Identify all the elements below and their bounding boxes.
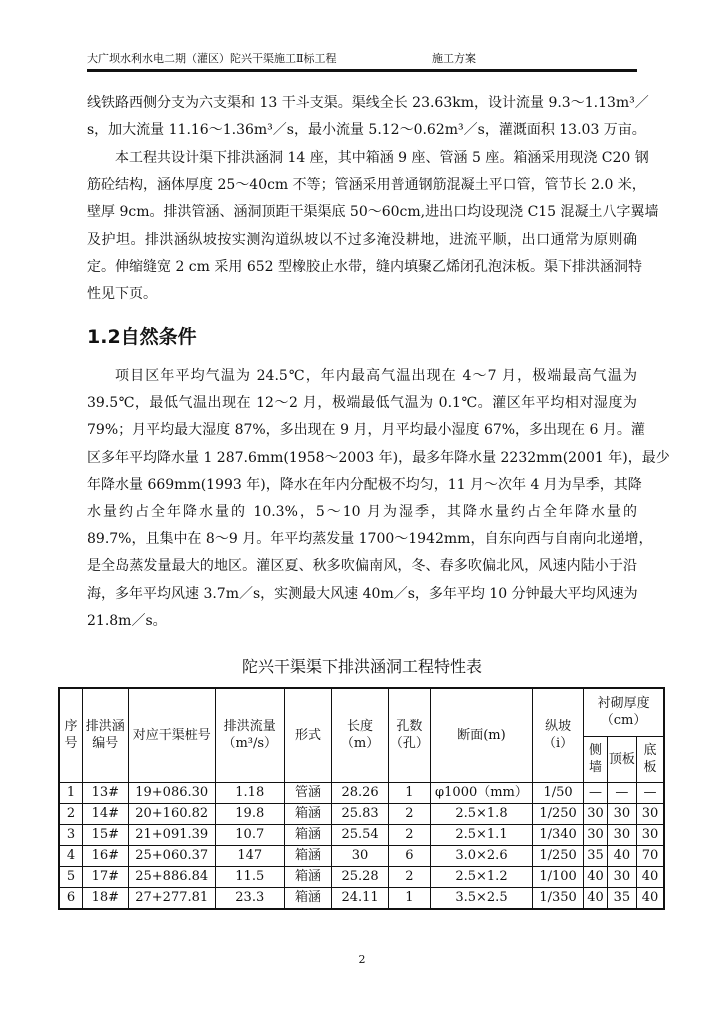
table-cell: 1 bbox=[388, 887, 430, 909]
col-header-lining: 衬砌厚度（cm） bbox=[584, 688, 664, 736]
page-header bbox=[87, 48, 637, 70]
table-cell: 1/350 bbox=[533, 887, 584, 909]
text-line: 21.8m／s。 bbox=[87, 612, 167, 629]
text-line: 区多年平均降水量 1 287.6mm(1958～2003 年)，最多年降水量 2232mm(2001 年)，最少 bbox=[87, 449, 670, 466]
table-row bbox=[59, 845, 664, 866]
table-cell: 21+091.39 bbox=[128, 824, 215, 845]
table-cell: 3.5×2.5 bbox=[430, 887, 532, 909]
table-title: 陀兴干渠渠下排洪涵洞工程特性表 bbox=[241, 657, 482, 676]
table-cell: 箱涵 bbox=[284, 824, 331, 845]
col-header-flow: 排洪流量（m³/s） bbox=[215, 688, 284, 782]
table-cell: 箱涵 bbox=[284, 845, 331, 866]
col-header-section: 断面(m) bbox=[430, 688, 532, 782]
table-cell: 40 bbox=[584, 866, 608, 887]
table-cell: 40 bbox=[637, 866, 664, 887]
table-cell: 30 bbox=[607, 803, 636, 824]
table-cell: 25.28 bbox=[332, 866, 389, 887]
text-line: 筋砼结构，涵体厚度 25～40cm 不等；管涵采用普通钢筋混凝土平口管，管节长 2.0 米， bbox=[87, 177, 646, 194]
col-header-bottom-slab: 底板 bbox=[637, 736, 664, 782]
table-cell: 1 bbox=[388, 782, 430, 803]
table-cell: 28.26 bbox=[332, 782, 389, 803]
text-line: 线铁路西侧分支为六支渠和 13 干斗支渠。渠线全长 23.63km，设计流量 9.3～1.13m³／ bbox=[87, 95, 649, 111]
table-cell: — bbox=[584, 782, 608, 803]
table-cell: 3.0×2.6 bbox=[430, 845, 532, 866]
col-header-no: 序号 bbox=[59, 688, 82, 782]
text-line: 本工程共设计渠下排洪涵洞 14 座，其中箱涵 9 座、管涵 5 座。箱涵采用现浇 C20 钢 bbox=[115, 150, 649, 166]
table-cell: 19+086.30 bbox=[128, 782, 215, 803]
table-cell: 24.11 bbox=[332, 887, 389, 909]
table-cell: 16# bbox=[82, 845, 128, 866]
table-cell: 2.5×1.2 bbox=[430, 866, 532, 887]
table-cell: 35 bbox=[607, 887, 636, 909]
text-line: 及护坦。排洪涵纵坡按实测沟道纵坡以不过多淹没耕地，进流平顺，出口通常为原则确 bbox=[87, 231, 637, 248]
table-cell: 1/250 bbox=[533, 803, 584, 824]
header-rule bbox=[87, 69, 637, 72]
table-cell: 30 bbox=[584, 824, 608, 845]
table-cell: 箱涵 bbox=[284, 803, 331, 824]
table-cell: 2 bbox=[388, 803, 430, 824]
table-cell: — bbox=[637, 782, 664, 803]
col-header-length: 长度（m） bbox=[332, 688, 389, 782]
table-cell: 40 bbox=[637, 887, 664, 909]
culvert-characteristics-table bbox=[58, 687, 665, 910]
table-cell: 30 bbox=[607, 824, 636, 845]
table-cell: 25.83 bbox=[332, 803, 389, 824]
table-cell: 11.5 bbox=[215, 866, 284, 887]
text-line: s，加大流量 11.16～1.36m³／s，最小流量 5.12～0.62m³／s，灌溉面积 13.03 万亩。 bbox=[87, 122, 646, 139]
table-cell: 1.18 bbox=[215, 782, 284, 803]
table-cell: 17# bbox=[82, 866, 128, 887]
table-cell: 10.7 bbox=[215, 824, 284, 845]
table-cell: 30 bbox=[637, 803, 664, 824]
col-header-code: 排洪涵编号 bbox=[82, 688, 128, 782]
table-cell: 管涵 bbox=[284, 782, 331, 803]
text-line: 水量约占全年降水量的 10.3%，5～10 月为湿季，其降水量约占全年降水量的 bbox=[87, 504, 637, 520]
table-cell: 3 bbox=[59, 824, 82, 845]
table-cell: 40 bbox=[607, 845, 636, 866]
table-cell: 20+160.82 bbox=[128, 803, 215, 824]
text-line: 定。伸缩缝宽 2 cm 采用 652 型橡胶止水带，缝内填聚乙烯闭孔泡沫板。渠下排洪涵洞特 bbox=[87, 258, 642, 275]
col-header-slope: 纵坡（i） bbox=[533, 688, 584, 782]
table-cell: 6 bbox=[388, 845, 430, 866]
table-cell: 1/50 bbox=[533, 782, 584, 803]
text-line: 是全岛蒸发量最大的地区。灌区夏、秋多吹偏南风，冬、春多吹偏北风，风速内陆小于沿 bbox=[87, 558, 637, 575]
table-cell: 2 bbox=[388, 866, 430, 887]
table-row bbox=[59, 824, 664, 845]
table-cell: 23.3 bbox=[215, 887, 284, 909]
table-cell: 25+886.84 bbox=[128, 866, 215, 887]
page-number: 2 bbox=[358, 953, 366, 966]
section-heading: 1.2自然条件 bbox=[87, 326, 197, 348]
table-cell: 25.54 bbox=[332, 824, 389, 845]
table-cell: 4 bbox=[59, 845, 82, 866]
header-doc-type: 施工方案 bbox=[432, 52, 476, 65]
table-cell: 1/340 bbox=[533, 824, 584, 845]
table-cell: 147 bbox=[215, 845, 284, 866]
text-line: 年降水量 669mm(1993 年)，降水在年内分配极不均匀，11 月～次年 4 月为旱季，其降 bbox=[87, 476, 642, 493]
text-line: 壁厚 9cm。排洪管涵、涵洞顶距干渠渠底 50～60cm,进出口均设现浇 C15 混凝土八字翼墙 bbox=[87, 204, 659, 221]
table-cell: 5 bbox=[59, 866, 82, 887]
table-row bbox=[59, 887, 664, 909]
table-cell: 30 bbox=[332, 845, 389, 866]
table-cell: 27+277.81 bbox=[128, 887, 215, 909]
table-cell: 1/250 bbox=[533, 845, 584, 866]
table-cell: 30 bbox=[584, 803, 608, 824]
table-cell: 40 bbox=[584, 887, 608, 909]
table-cell: 2.5×1.8 bbox=[430, 803, 532, 824]
text-line: 性见下页。 bbox=[87, 286, 157, 302]
table-cell: 18# bbox=[82, 887, 128, 909]
table-cell: 6 bbox=[59, 887, 82, 909]
table-cell: — bbox=[607, 782, 636, 803]
header-project-title: 大广坝水利水电二期（灌区）陀兴干渠施工Ⅱ标工程 bbox=[87, 52, 337, 65]
table-row bbox=[59, 782, 664, 803]
table-cell: 箱涵 bbox=[284, 887, 331, 909]
table-cell: 25+060.37 bbox=[128, 845, 215, 866]
table-row bbox=[59, 866, 664, 887]
text-line: 海，多年平均风速 3.7m／s，实测最大风速 40m／s，多年平均 10 分钟最大平均风速为 bbox=[87, 585, 638, 602]
table-cell: 1/100 bbox=[533, 866, 584, 887]
table-cell: 70 bbox=[637, 845, 664, 866]
table-cell: 30 bbox=[607, 866, 636, 887]
table-cell: 2 bbox=[388, 824, 430, 845]
table-cell: 箱涵 bbox=[284, 866, 331, 887]
table-cell: φ1000（mm） bbox=[430, 782, 532, 803]
table-cell: 13# bbox=[82, 782, 128, 803]
table-cell: 15# bbox=[82, 824, 128, 845]
col-header-station: 对应干渠桩号 bbox=[128, 688, 215, 782]
table-cell: 2 bbox=[59, 803, 82, 824]
table-cell: 2.5×1.1 bbox=[430, 824, 532, 845]
text-line: 项目区年平均气温为 24.5℃，年内最高气温出现在 4～7 月，极端最高气温为 bbox=[115, 368, 637, 384]
table-row bbox=[59, 803, 664, 824]
text-line: 39.5℃，最低气温出现在 12～2 月，极端最低气温为 0.1℃。灌区年平均相对湿度为 bbox=[87, 395, 637, 412]
col-header-side-wall: 侧墙 bbox=[584, 736, 608, 782]
col-header-type: 形式 bbox=[284, 688, 331, 782]
table-cell: 19.8 bbox=[215, 803, 284, 824]
table-cell: 30 bbox=[637, 824, 664, 845]
text-line: 89.7%，且集中在 8～9 月。年平均蒸发量 1700～1942mm，自东向西与自南向北递增， bbox=[87, 531, 653, 548]
text-line: 79%；月平均最大湿度 87%，多出现在 9 月，月平均最小湿度 67%，多出现在 6 月。灌 bbox=[87, 422, 645, 439]
table-cell: 14# bbox=[82, 803, 128, 824]
col-header-top-slab: 顶板 bbox=[607, 736, 636, 782]
col-header-holes: 孔数（孔） bbox=[388, 688, 430, 782]
table-cell: 35 bbox=[584, 845, 608, 866]
table-cell: 1 bbox=[59, 782, 82, 803]
